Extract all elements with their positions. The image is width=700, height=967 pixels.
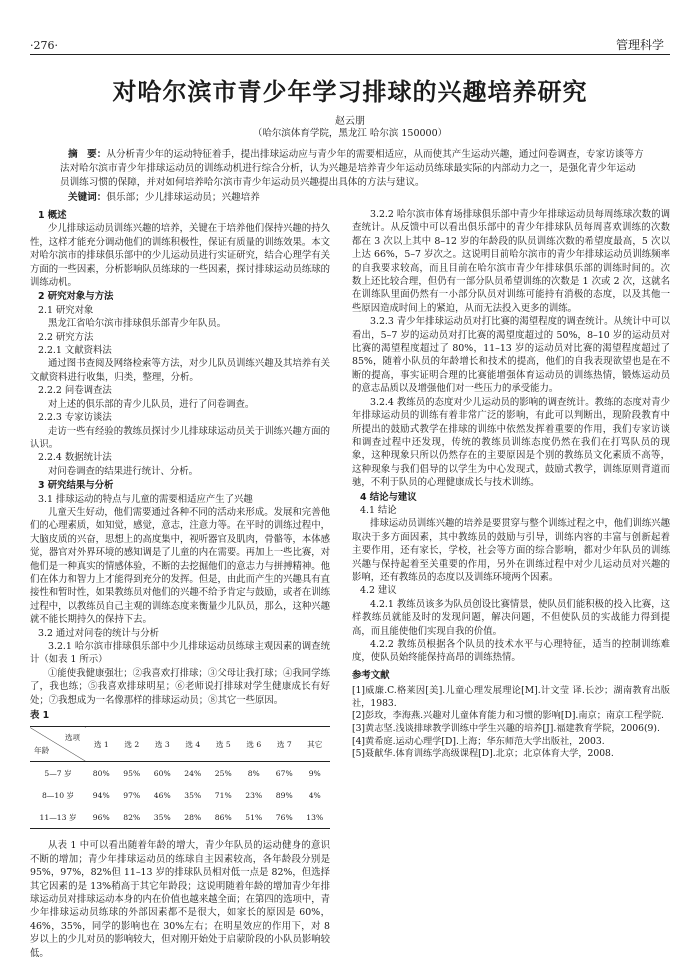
paragraph: 少儿排球运动员训练兴趣的培养，关键在于培养他们保持兴趣的持久性，这样才能充分调动他们的训练积极性，保证有质量的训练效果。本文对哈尔滨市的排球俱乐部中的少儿运动员进行实证研究，结合心理学有关方面的一些因素，分析影响队员练球的一些因素，探讨排球运动员练球的训练动机。 [30, 223, 331, 289]
paragraph: 4.2.2 教练员根据各个队员的技术水平与心理特征，适当的控制训练难度，使队员始终能保持高昂的训练热情。 [352, 639, 670, 664]
page-number: ·276· [30, 39, 58, 52]
survey-table [30, 726, 330, 829]
table-cell: 80% [92, 768, 110, 778]
subsection-heading: 2.2.3 专家访谈法 [38, 412, 112, 424]
abstract [60, 148, 644, 190]
column-header: 选 3 [154, 739, 170, 749]
paragraph: 对上述的俱乐部的青少儿队员，进行了问卷调查。 [48, 398, 255, 410]
keywords-text: 俱乐部；少儿排球运动员；兴趣培养 [106, 192, 260, 203]
column-header: 其它 [307, 739, 323, 749]
column-header: 选 2 [124, 739, 140, 749]
table-cell: 89% [275, 790, 293, 800]
table-cell: 9% [308, 768, 321, 778]
paragraph: 通过图书查阅及网络检索等方法，对少儿队员训练兴趣及其培养有关文献资料进行收集，归类，整理，分析。 [30, 358, 330, 383]
paragraph: ①能使我健康强壮；②我喜欢打排球；③父母让我打球；④我同学练了，我也练；⑤我喜欢排球明星；⑥老师说打排球对学生健康成长有好处；⑦我想成为一名像那样的排球运动员；⑧其它一些原因。 [30, 667, 330, 706]
paragraph: 对问卷调查的结果进行统计、分析。 [48, 465, 199, 477]
row-age: 5—7 岁 [44, 768, 72, 778]
column-header: 选 7 [276, 739, 292, 749]
paragraph: 排球运动员训练兴趣的培养是要贯穿与整个训练过程之中，他们训练兴趣取决于多方面因素，其中教练员的鼓励与引导，训练内容的丰富与创新起着主要作用，还有家长，学校，社会等方面的综合影响，都对少年队员的训练兴趣与保持起着至关重要的作用，另外在训练过程中对少儿运动员对兴趣的影响，还有教练员的态度以及训练环境两个因素。 [352, 518, 671, 583]
table-cell: 71% [214, 790, 232, 800]
paragraph: 3.2.4 教练员的态度对少儿运动员的影响的调查统计。教练的态度对青少年排球运动员的训练有着非常广泛的影响，有此可以判断出，现阶段教育中所提出的鼓励式教学在排球的训练中依然发挥着重要的作用，我们专家访谈和调查过程中还发现，传统的教练员训练态度仍然在我们在打骂队员的现象，这种现象只所以仍然存在的主要原因是个别的教练员文化素质不高等，这种现象与我们倡导的以学生为中心发现式，鼓励式教学，训练原则背道而驰，不利于队员的心理健康成长与技术训练。 [352, 396, 670, 489]
table-row [30, 762, 330, 785]
reference-item: [1]威廉.C.格莱因[美].儿童心理发展理论[M].计文莹 译.长沙；湖南教育出版社，1983. [352, 685, 670, 709]
subsection-heading: 2.2 研究方法 [38, 331, 94, 343]
table-header-row [30, 727, 330, 762]
table-cell: 51% [245, 812, 263, 822]
paragraph: 4.2.1 教练员该多为队员创设比赛情景，使队员们能积极的投入比赛，这样教练员就能及时的发现问题，解决问题，不但使队员的实战能力得到提高，而且能使他们实现自我的价值。 [352, 598, 670, 637]
table-cell: 76% [275, 812, 293, 822]
corner-age-label: 年龄 [34, 746, 50, 756]
column-header: 选 4 [185, 739, 201, 749]
journal-name: 管理科学 [615, 38, 664, 52]
header-rule [30, 54, 670, 55]
author: 赵云朋 [335, 116, 365, 127]
subsection-heading: 4.2 建议 [360, 585, 397, 597]
left-column [30, 208, 330, 960]
section-heading: 3 研究结果与分析 [38, 480, 114, 492]
table-cell: 46% [153, 790, 171, 800]
keywords-label: 关键词： [68, 192, 107, 203]
column-header: 选 1 [93, 739, 109, 749]
table-row [30, 784, 330, 806]
row-age: 8—10 岁 [41, 790, 75, 800]
column-header: 选 6 [246, 739, 262, 749]
table-cell: 4% [308, 790, 321, 800]
corner-options-label: 选项 [64, 733, 80, 743]
paragraph: 3.2.2 哈尔滨市体育场排球俱乐部中青少年排球运动员每周练球次数的调查统计。从反馈中可以看出俱乐部中的青少年排球队员每周喜欢训练的次数都在 3 次以上其中 8–12 岁的年龄段的队员训练次数的希望度最高，5 次以上达 66%，5–7 岁次之。这说明目前哈尔滨市的青少年排球运动员训练频率的自我要求较高，而且目前在哈尔滨市青少年排球俱乐部的训练时间的。次数上还比较合理，但仍有一部分队员希望训练的次数是 1 次或 2 次，这就名在训练队里面仍然有一小部分队员对训练可能持有消极的态度，以及其他一些原因造成时间上的紧迫，从而无法投入更多的训练。 [352, 209, 670, 314]
right-column [352, 208, 670, 761]
table-title: 表 1 [30, 710, 50, 722]
table-cell: 95% [123, 768, 141, 778]
subsection-heading: 3.1 排球运动的特点与儿童的需要相适应产生了兴趣 [38, 493, 253, 505]
affiliation: （哈尔滨体育学院，黑龙江 哈尔滨 150000） [252, 128, 448, 139]
abstract-block [60, 148, 644, 205]
paragraph: 黑龙江省哈尔滨市排球俱乐部青少年队员。 [48, 318, 227, 330]
table-corner-cell [30, 727, 86, 762]
table-cell: 28% [184, 812, 202, 822]
keywords [60, 191, 644, 205]
table-cell: 24% [184, 768, 202, 778]
section-heading: 4 结论与建议 [360, 491, 417, 503]
table-cell: 25% [214, 768, 232, 778]
paragraph: 3.2.1 哈尔滨市排球俱乐部中少儿排球运动员练球主观因素的调查统计（如表 1 所示） [30, 641, 330, 666]
table-cell: 13% [306, 812, 324, 822]
subsection-heading: 2.1 研究对象 [38, 304, 94, 316]
table-cell: 97% [123, 790, 141, 800]
table-cell: 8% [247, 768, 260, 778]
table-cell: 35% [184, 790, 202, 800]
table-cell: 96% [92, 812, 110, 822]
paragraph: 3.2.3 青少年排球运动员对打比赛的渴望程度的调查统计。从统计中可以看出，5–7 岁的运动员对打比赛的渴望度超过的 50%，8–10 岁的运动员对比赛的渴望程度超过了 80%，11–13 岁的运动员对比赛的渴望程度超过了 85%，随着小队员的年龄增长和技术的提高，他们的自我表现欲望也是在不断的提高，事实证明合理的比赛能增强体育运动员的训练热情，锻炼运动员的意志品质以及增强他们对一些压力的承受能力。 [352, 316, 670, 395]
paragraph: 儿童天生好动，他们需要通过各种不同的活动来形成。发展和完善他们的心理素质，如知觉，感觉，意志，注意力等。在平时的训练过程中，大脑皮质的兴奋，思想上的高度集中，视听器官及肌肉，骨骼等，本体感觉，器官对外界环境的感知调是了儿童的内在需要。再加上一些比赛，对他们是一种真实的情感体验，不断的去挖掘他们的意志力与拼搏精神。他们在体力和智力上才能得到充分的发挥。但是，由此而产生的兴趣具有直接性和暂时性，如果教练员对他们的兴趣不给予肯定与鼓励，或者在训练过程中，以教练员自己主观的训练态度来衡量少儿队员，那么，这种兴趣就不能长期持久的保持下去。 [30, 506, 331, 626]
abstract-text: 从分析青少年的运动特征着手，提出排球运动应与青少年的需要相适应，从而使其产生运动兴趣，通过问卷调查，专家访谈等方法对哈尔滨市青少年排球运动员的训练动机进行综合分析，认为兴趣是培养青少年运动员练球最实际的内部动力之一，是强化青少年运动员训练习惯的保障，并对如何培养哈尔滨市青少年运动员兴趣提出具体的方法与建议。 [60, 149, 644, 188]
section-heading: 2 研究对象与方法 [38, 291, 114, 303]
reference-item: [2]彭玫，李海燕.兴趣对儿童体育能力和习惯的影响[D].南京；南京工程学院. [352, 710, 664, 722]
table-cell: 94% [92, 790, 110, 800]
paragraph: 走访一些有经验的教练员探讨少儿排球球运动员关于训练兴趣方面的认识。 [30, 425, 330, 450]
table-cell: 23% [245, 790, 263, 800]
subsection-heading: 2.2.4 数据统计法 [38, 452, 112, 464]
article-title: 对哈尔滨市青少年学习排球的兴趣培养研究 [112, 78, 588, 106]
references-title: 参考文献 [352, 669, 390, 681]
reference-item: [5]聂献华.体育训练学高级课程[D].北京；北京体育大学，2008. [352, 748, 614, 760]
table-cell: 67% [275, 768, 293, 778]
subsection-heading: 4.1 结论 [360, 504, 397, 516]
table-cell: 35% [153, 812, 171, 822]
table-cell: 86% [214, 812, 232, 822]
subsection-heading: 2.2.2 问卷调查法 [38, 385, 112, 397]
subsection-heading: 3.2 通过对问卷的统计与分析 [38, 627, 160, 639]
table-cell: 60% [153, 768, 171, 778]
row-age: 11—13 岁 [39, 812, 77, 822]
abstract-label: 摘 要： [68, 149, 107, 160]
paragraph: 从表 1 中可以看出随着年龄的增大，青少年队员的运动健身的意识不断的增加；青少年排球运动员的练球自主因素较高，各年龄段分别是 95%，97%，82%但 11–13 岁的排球队员相对低一点是 82%，但选择其它因素的是 13%稍高于其它年龄段；这说明随着年龄的增加青少年排球运动员对排球运动本身的内在价值也越来越全面；在第四的选项中，青少年排球运动员练球的外部因素都不是很大，如家长的原因是 60%，46%，35%，同学的影响也在 30%左右；在明星效应的作用下，对 8 岁以上的少儿对员的影响较大，但对刚开始处于启蒙阶段的小队员影响较低。 [30, 840, 331, 959]
subsection-heading: 2.2.1 文献资料法 [38, 345, 112, 357]
table-cell: 82% [123, 812, 141, 822]
reference-item: [3]黄志坚.浅谈排球教学训练中学生兴趣的培养[J].福建教育学院，2006(9). [352, 723, 660, 734]
section-heading: 1 概述 [38, 210, 67, 221]
column-header: 选 5 [215, 739, 231, 749]
table-row [30, 806, 330, 829]
reference-item: [4]黄希庭.运动心理学[D].上海；华东师范大学出版社，2003. [352, 735, 605, 747]
